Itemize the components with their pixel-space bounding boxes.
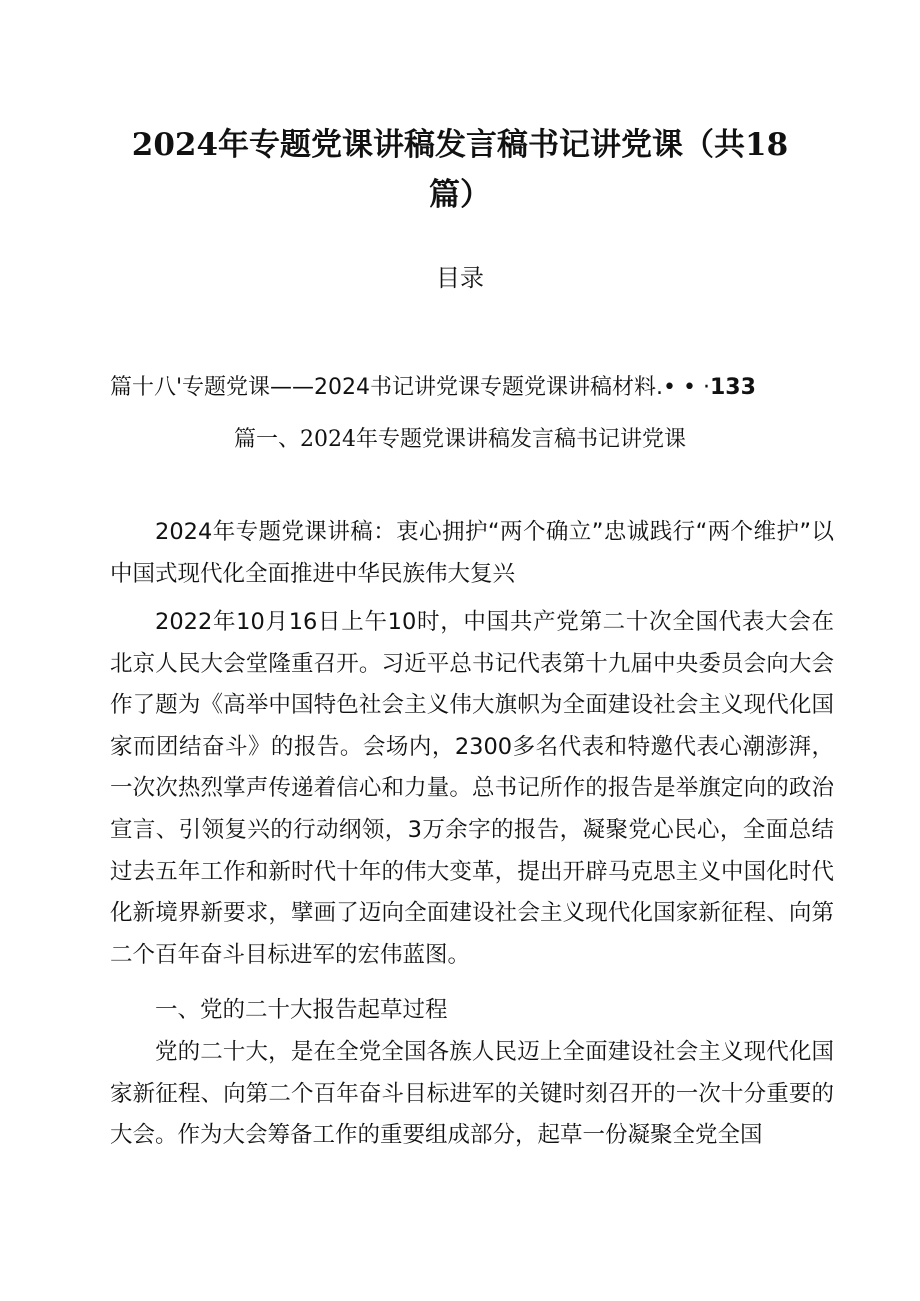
section-heading: 篇一、2024年专题党课讲稿发言稿书记讲党课: [234, 427, 686, 452]
toc-entry-leader: • • ·: [663, 375, 710, 400]
document-title: 2024年专题党课讲稿发言稿书记讲党课（共18篇）: [131, 127, 789, 213]
toc-entry-label: 篇十八'专题党课——2024书记讲党课专题党课讲稿材料.: [110, 375, 664, 400]
paragraph-intro: 2022年10月16日上午10时，中国共产党第二十次全国代表大会在北京人民大会堂隆重召开。习近平总书记代表第十九届中央委员会向大会作了题为《高举中国特色社会主义伟大旗帜为全面建设社会主义现代化国家而团结奋斗》的报告。会场内，2300多名代表和特邀代表心潮澎湃，一次次热烈掌声传递着信心和力量。总书记所作的报告是举旗定向的政治宣言、引领复兴的行动纲领，3万余字的报告，凝聚党心民心，全面总结过去五年工作和新时代十年的伟大变革，提出开辟马克思主义中国化时代化新境界新要求，擘画了迈向全面建设社会主义现代化国家新征程、向第二个百年奋斗目标进军的宏伟蓝图。: [110, 609, 834, 968]
toc-heading: 目录: [436, 264, 484, 292]
paragraph-body: 党的二十大，是在全党全国各族人民迈上全面建设社会主义现代化国家新征程、向第二个百年奋斗目标进军的关键时刻召开的一次十分重要的大会。作为大会筹备工作的重要组成部分，起草一份凝聚全党全国: [110, 1039, 834, 1149]
toc-entry[interactable]: [110, 368, 810, 408]
toc-entry-page: 133: [709, 375, 756, 400]
paragraph-subtitle: 2024年专题党课讲稿：衷心拥护“两个确立”忠诚践行“两个维护”以中国式现代化全面推进中华民族伟大复兴: [110, 519, 834, 587]
paragraph-heading: 一、党的二十大报告起草过程: [155, 997, 448, 1023]
